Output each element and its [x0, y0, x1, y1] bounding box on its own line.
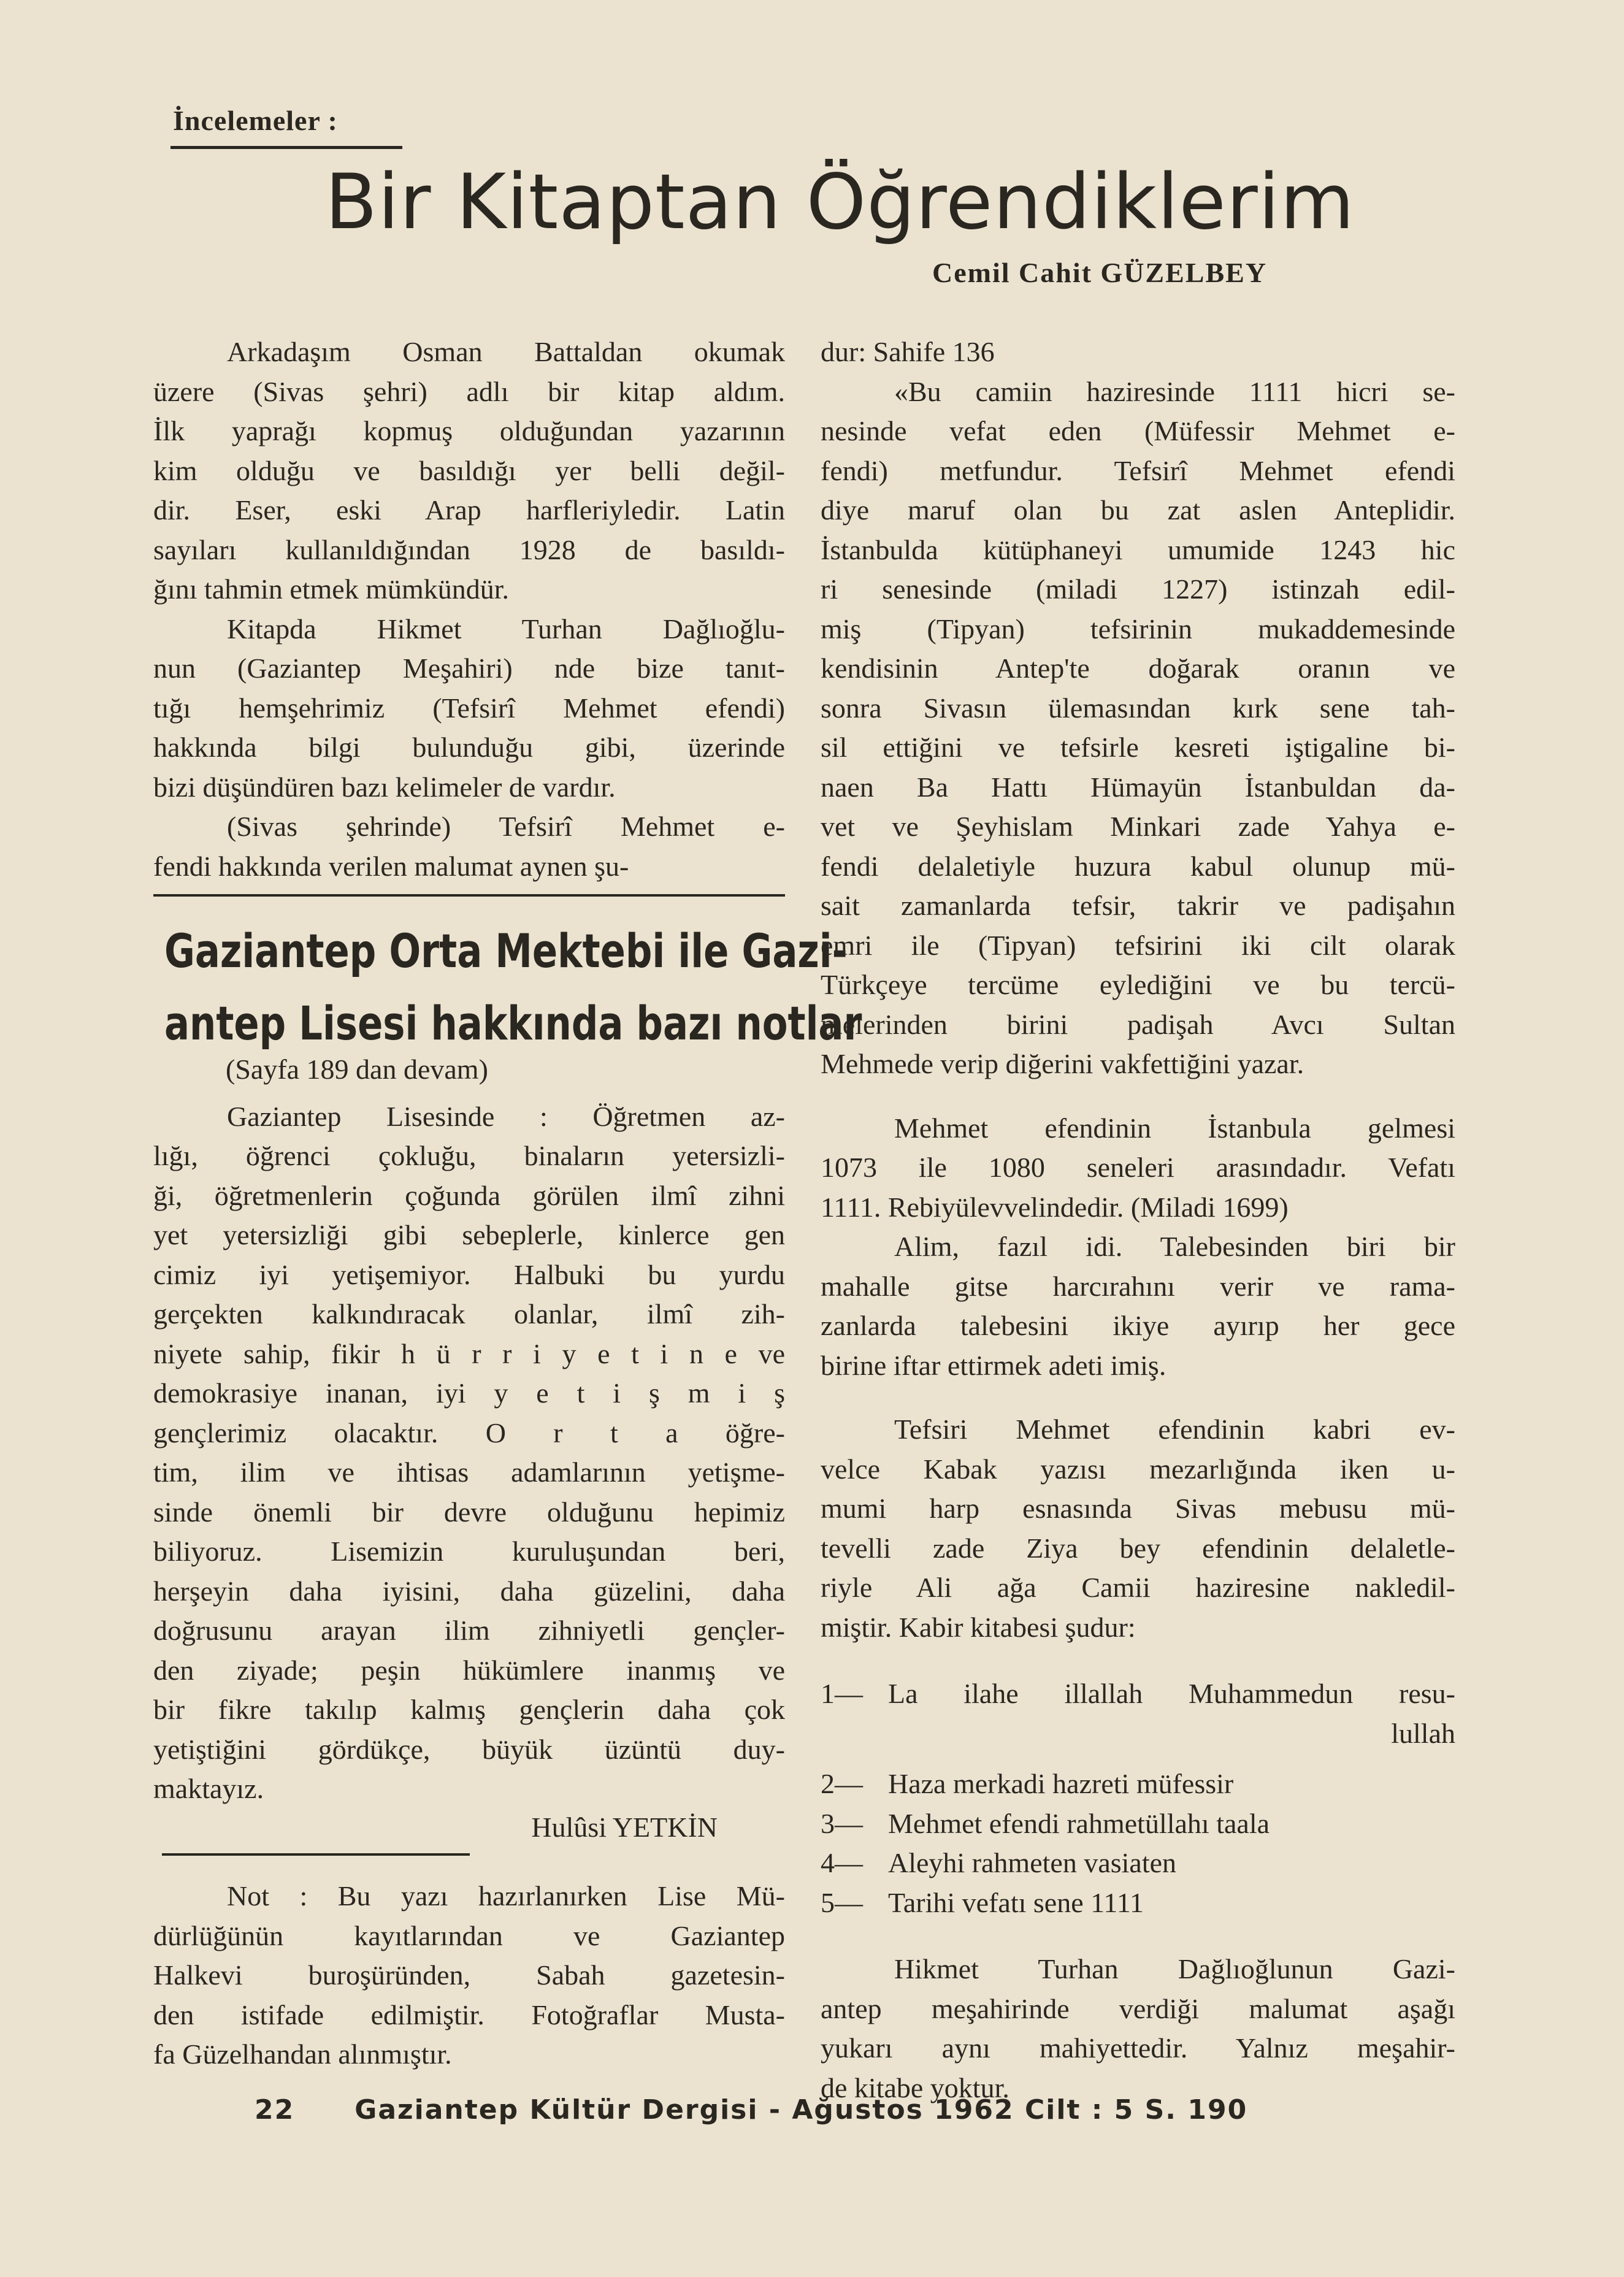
list-number: 4—	[821, 1847, 863, 1878]
list-number: 5—	[821, 1886, 863, 1918]
text-line: 1111. Rebiyülevvelindedir. (Miladi 1699)	[821, 1191, 1289, 1223]
list-text: Aleyhi rahmeten vasiaten	[888, 1847, 1177, 1878]
text-line: Tefsiri Mehmet efendinin kabri ev-	[894, 1414, 1455, 1445]
list-text: Tarihi vefatı sene 1111	[888, 1886, 1144, 1918]
text-line: cimiz iyi yetişemiyor. Halbuki bu yurdu	[153, 1258, 785, 1290]
text-line: bir fikre takılıp kalmış gençlerin daha çok	[153, 1694, 785, 1725]
text-line: gençlerimiz olacaktır. O r t a öğre-	[153, 1417, 785, 1448]
text-line: tığı hemşehrimiz (Tefsirî Mehmet efendi)	[153, 692, 785, 724]
text-line: biliyoruz. Lisemizin kuruluşundan beri,	[153, 1536, 785, 1567]
article-title: Bir Kitaptan Öğrendiklerim	[325, 158, 1355, 247]
list-item	[821, 1843, 1455, 1883]
continued-note: (Sayfa 189 dan devam)	[226, 1054, 488, 1085]
text-line: zanlarda talebesini ikiye ayırıp her gece	[821, 1310, 1455, 1341]
text-line: dir. Eser, eski Arap harfleriyledir. Latin	[153, 494, 785, 526]
list-item	[821, 1674, 1455, 1714]
list-text-continued: lullah	[1391, 1717, 1455, 1749]
text-line: tim, ilim ve ihtisas adamlarının yetişme-	[153, 1456, 785, 1488]
text-line: hakkında bilgi bulunduğu gibi, üzerinde	[153, 732, 785, 763]
text-line: herşeyin daha iyisini, daha güzelini, daha	[153, 1575, 785, 1607]
list-text: La ilahe illallah Muhammedun resu-	[888, 1678, 1455, 1709]
list-item	[821, 1804, 1455, 1844]
text-line: sonra Sivasın ülemasından kırk sene tah-	[821, 692, 1455, 724]
sub-article-heading	[164, 915, 862, 1060]
text-line: «Bu camiin haziresinde 1111 hicri se-	[894, 375, 1455, 407]
text-line: fendi delaletiyle huzura kabul olunup mü-	[821, 850, 1455, 882]
text-line: Mehmede verip diğerini vakfettiğini yazar.	[821, 1048, 1304, 1079]
text-line: gerçekten kalkındıracak olanlar, ilmî zih-	[153, 1298, 785, 1330]
text-line: kim olduğu ve basıldığı yer belli değil-	[153, 454, 785, 486]
list-item	[821, 1764, 1455, 1804]
left-column-lise	[153, 1050, 785, 1847]
text-line: emri ile (Tipyan) tefsirini iki cilt olarak	[821, 929, 1455, 961]
text-line: maktayız.	[153, 1773, 264, 1804]
text-line: 1073 ile 1080 seneleri arasındadır. Vefatı	[821, 1152, 1455, 1183]
text-line: Mehmet efendinin İstanbula gelmesi	[894, 1112, 1455, 1144]
text-line: doğrusunu arayan ilim zihniyetli gençler-	[153, 1615, 785, 1646]
text-line: tevelli zade Ziya bey efendinin delaletle-	[821, 1532, 1455, 1564]
text-line: sayıları kullanıldığından 1928 de basıldı-	[153, 534, 785, 565]
heading-line: antep Lisesi hakkında bazı notlar	[164, 996, 862, 1050]
text-line: Gaziantep Lisesinde : Öğretmen az-	[227, 1100, 785, 1132]
text-line: niyete sahip, fikir h ü r r i y e t i n e ve	[153, 1337, 785, 1369]
text-line: sil ettiğini ve tefsirle kesreti iştigaline bi-	[821, 732, 1455, 763]
paragraph-hikmet	[821, 1950, 1455, 2108]
text-line: Alim, fazıl idi. Talebesinden biri bir	[894, 1231, 1455, 1262]
text-line: birine iftar ettirmek adeti imiş.	[821, 1349, 1166, 1381]
text-line: kendisinin Antep'te doğarak oranın ve	[821, 652, 1455, 684]
paragraph-intro	[153, 332, 785, 610]
text-line: antep meşahirinde verdiği malumat aşağı	[821, 1992, 1455, 2024]
list-number: 3—	[821, 1807, 863, 1839]
text-line: riyle Ali ağa Camii haziresine nakledil-	[821, 1572, 1455, 1603]
text-line: sait zamanlarda tefsir, takrir ve padişahın	[821, 890, 1455, 921]
paragraph-sivas	[153, 807, 785, 886]
text-line: (Sivas şehrinde) Tefsirî Mehmet e-	[227, 811, 785, 842]
text-line: Halkevi buroşüründen, Sabah gazetesin-	[153, 1959, 785, 1991]
text-line: fendi) metfundur. Tefsirî Mehmet efendi	[821, 454, 1455, 486]
list-item	[821, 1883, 1455, 1923]
journal-info: Gaziantep Kültür Dergisi - Ağustos 1962 Cilt : 5 S. 190	[354, 2094, 1248, 2126]
list-text: Haza merkadi hazreti müfessir	[888, 1768, 1234, 1799]
text-line: diye maruf olan bu zat aslen Anteplidir.	[821, 494, 1455, 526]
text-line: Kitapda Hikmet Turhan Dağlıoğlu-	[227, 613, 785, 645]
text-line: demokrasiye inanan, iyi y e t i ş m i ş	[153, 1377, 785, 1409]
text-line: İlk yaprağı kopmuş olduğundan yazarının	[153, 415, 785, 446]
text-line: İstanbulda kütüphaneyi umumide 1243 hic	[821, 534, 1455, 565]
text-line: melerinden birini padişah Avcı Sultan	[821, 1008, 1455, 1040]
section-divider	[170, 146, 402, 149]
text-line: sinde önemli bir devre olduğunu hepimiz	[153, 1496, 785, 1528]
text-line: Hikmet Turhan Dağlıoğlunun Gazi-	[894, 1953, 1455, 1984]
text-line: miş (Tipyan) tefsirinin mukaddemesinde	[821, 613, 1455, 645]
section-divider	[153, 894, 785, 897]
page-footer	[255, 2094, 1247, 2126]
paragraph-kabir	[821, 1410, 1455, 1647]
paragraph-istanbul	[821, 1109, 1455, 1228]
page-number: 22	[255, 2094, 295, 2126]
text-line: ri senesinde (miladi 1227) istinzah edil-	[821, 573, 1455, 605]
text-line: Not : Bu yazı hazırlanırken Lise Mü-	[227, 1880, 785, 1912]
signature: Hulûsi YETKİN	[531, 1811, 718, 1843]
paragraph-kitapda	[153, 610, 785, 808]
text-line: dürlüğünün kayıtlarından ve Gaziantep	[153, 1919, 785, 1951]
text-line: yet yetersizliği gibi sebeplerle, kinlerce gen	[153, 1219, 785, 1250]
text-line: ği, öğretmenlerin çoğunda görülen ilmî zihni	[153, 1179, 785, 1211]
text-line: den istifade edilmiştir. Fotoğraflar Musta-	[153, 1999, 785, 2030]
text-line: vet ve Şeyhislam Minkari zade Yahya e-	[821, 811, 1455, 842]
heading-line: Gaziantep Orta Mektebi ile Gazi-	[164, 924, 848, 978]
text-line: yetiştiğini gördükçe, büyük üzüntü duy-	[153, 1733, 785, 1765]
paragraph-alim	[821, 1227, 1455, 1385]
text-line: de kitabe yoktur.	[821, 2072, 1009, 2103]
text-line: lığı, öğrenci çokluğu, binaların yetersizli-	[153, 1140, 785, 1171]
list-text: Mehmet efendi rahmetüllahı taala	[888, 1807, 1270, 1839]
text-line: den ziyade; peşin hükümlere inanmış ve	[153, 1654, 785, 1686]
text-line: bizi düşündüren bazı kelimeler de vardır.	[153, 771, 616, 803]
text-line: ğını tahmin etmek mümkündür.	[153, 573, 510, 605]
list-number: 1—	[821, 1678, 863, 1709]
left-column-note	[153, 1877, 785, 2075]
inscription-list	[821, 1674, 1455, 1923]
text-line: naen Ba Hattı Hümayün İstanbuldan da-	[821, 771, 1455, 803]
text-line: miştir. Kabir kitabesi şudur:	[821, 1611, 1136, 1643]
paragraph-sahife	[821, 332, 1455, 372]
text-line: yukarı aynı mahiyettedir. Yalnız meşahir-	[821, 2032, 1455, 2064]
text-line: üzere (Sivas şehri) adlı bir kitap aldım.	[153, 375, 785, 407]
text-line: fendi hakkında verilen malumat aynen şu-	[153, 850, 629, 882]
text-line: Türkçeye tercüme eylediğini ve bu tercü-	[821, 969, 1455, 1000]
left-column-intro	[153, 332, 785, 886]
article-author: Cemil Cahit GÜZELBEY	[932, 257, 1268, 288]
paragraph-note	[153, 1877, 785, 2075]
paragraph-lise	[153, 1097, 785, 1809]
text-line: nesinde vefat eden (Müfessir Mehmet e-	[821, 415, 1455, 446]
text-line: nun (Gaziantep Meşahiri) nde bize tanıt-	[153, 652, 785, 684]
paragraph-quote	[821, 372, 1455, 1084]
right-column	[821, 332, 1455, 2108]
text-line: mahalle gitse harcırahını verir ve rama-	[821, 1270, 1455, 1302]
text-line: Arkadaşım Osman Battaldan okumak	[227, 336, 785, 367]
text-line: velce Kabak yazısı mezarlığında iken u-	[821, 1453, 1455, 1485]
text-line: mumi harp esnasında Sivas mebusu mü-	[821, 1493, 1455, 1524]
list-number: 2—	[821, 1768, 863, 1799]
section-divider	[162, 1853, 470, 1856]
text-line: fa Güzelhandan alınmıştır.	[153, 2038, 452, 2070]
text-line: dur: Sahife 136	[821, 336, 995, 367]
section-label: İncelemeler :	[173, 105, 338, 136]
